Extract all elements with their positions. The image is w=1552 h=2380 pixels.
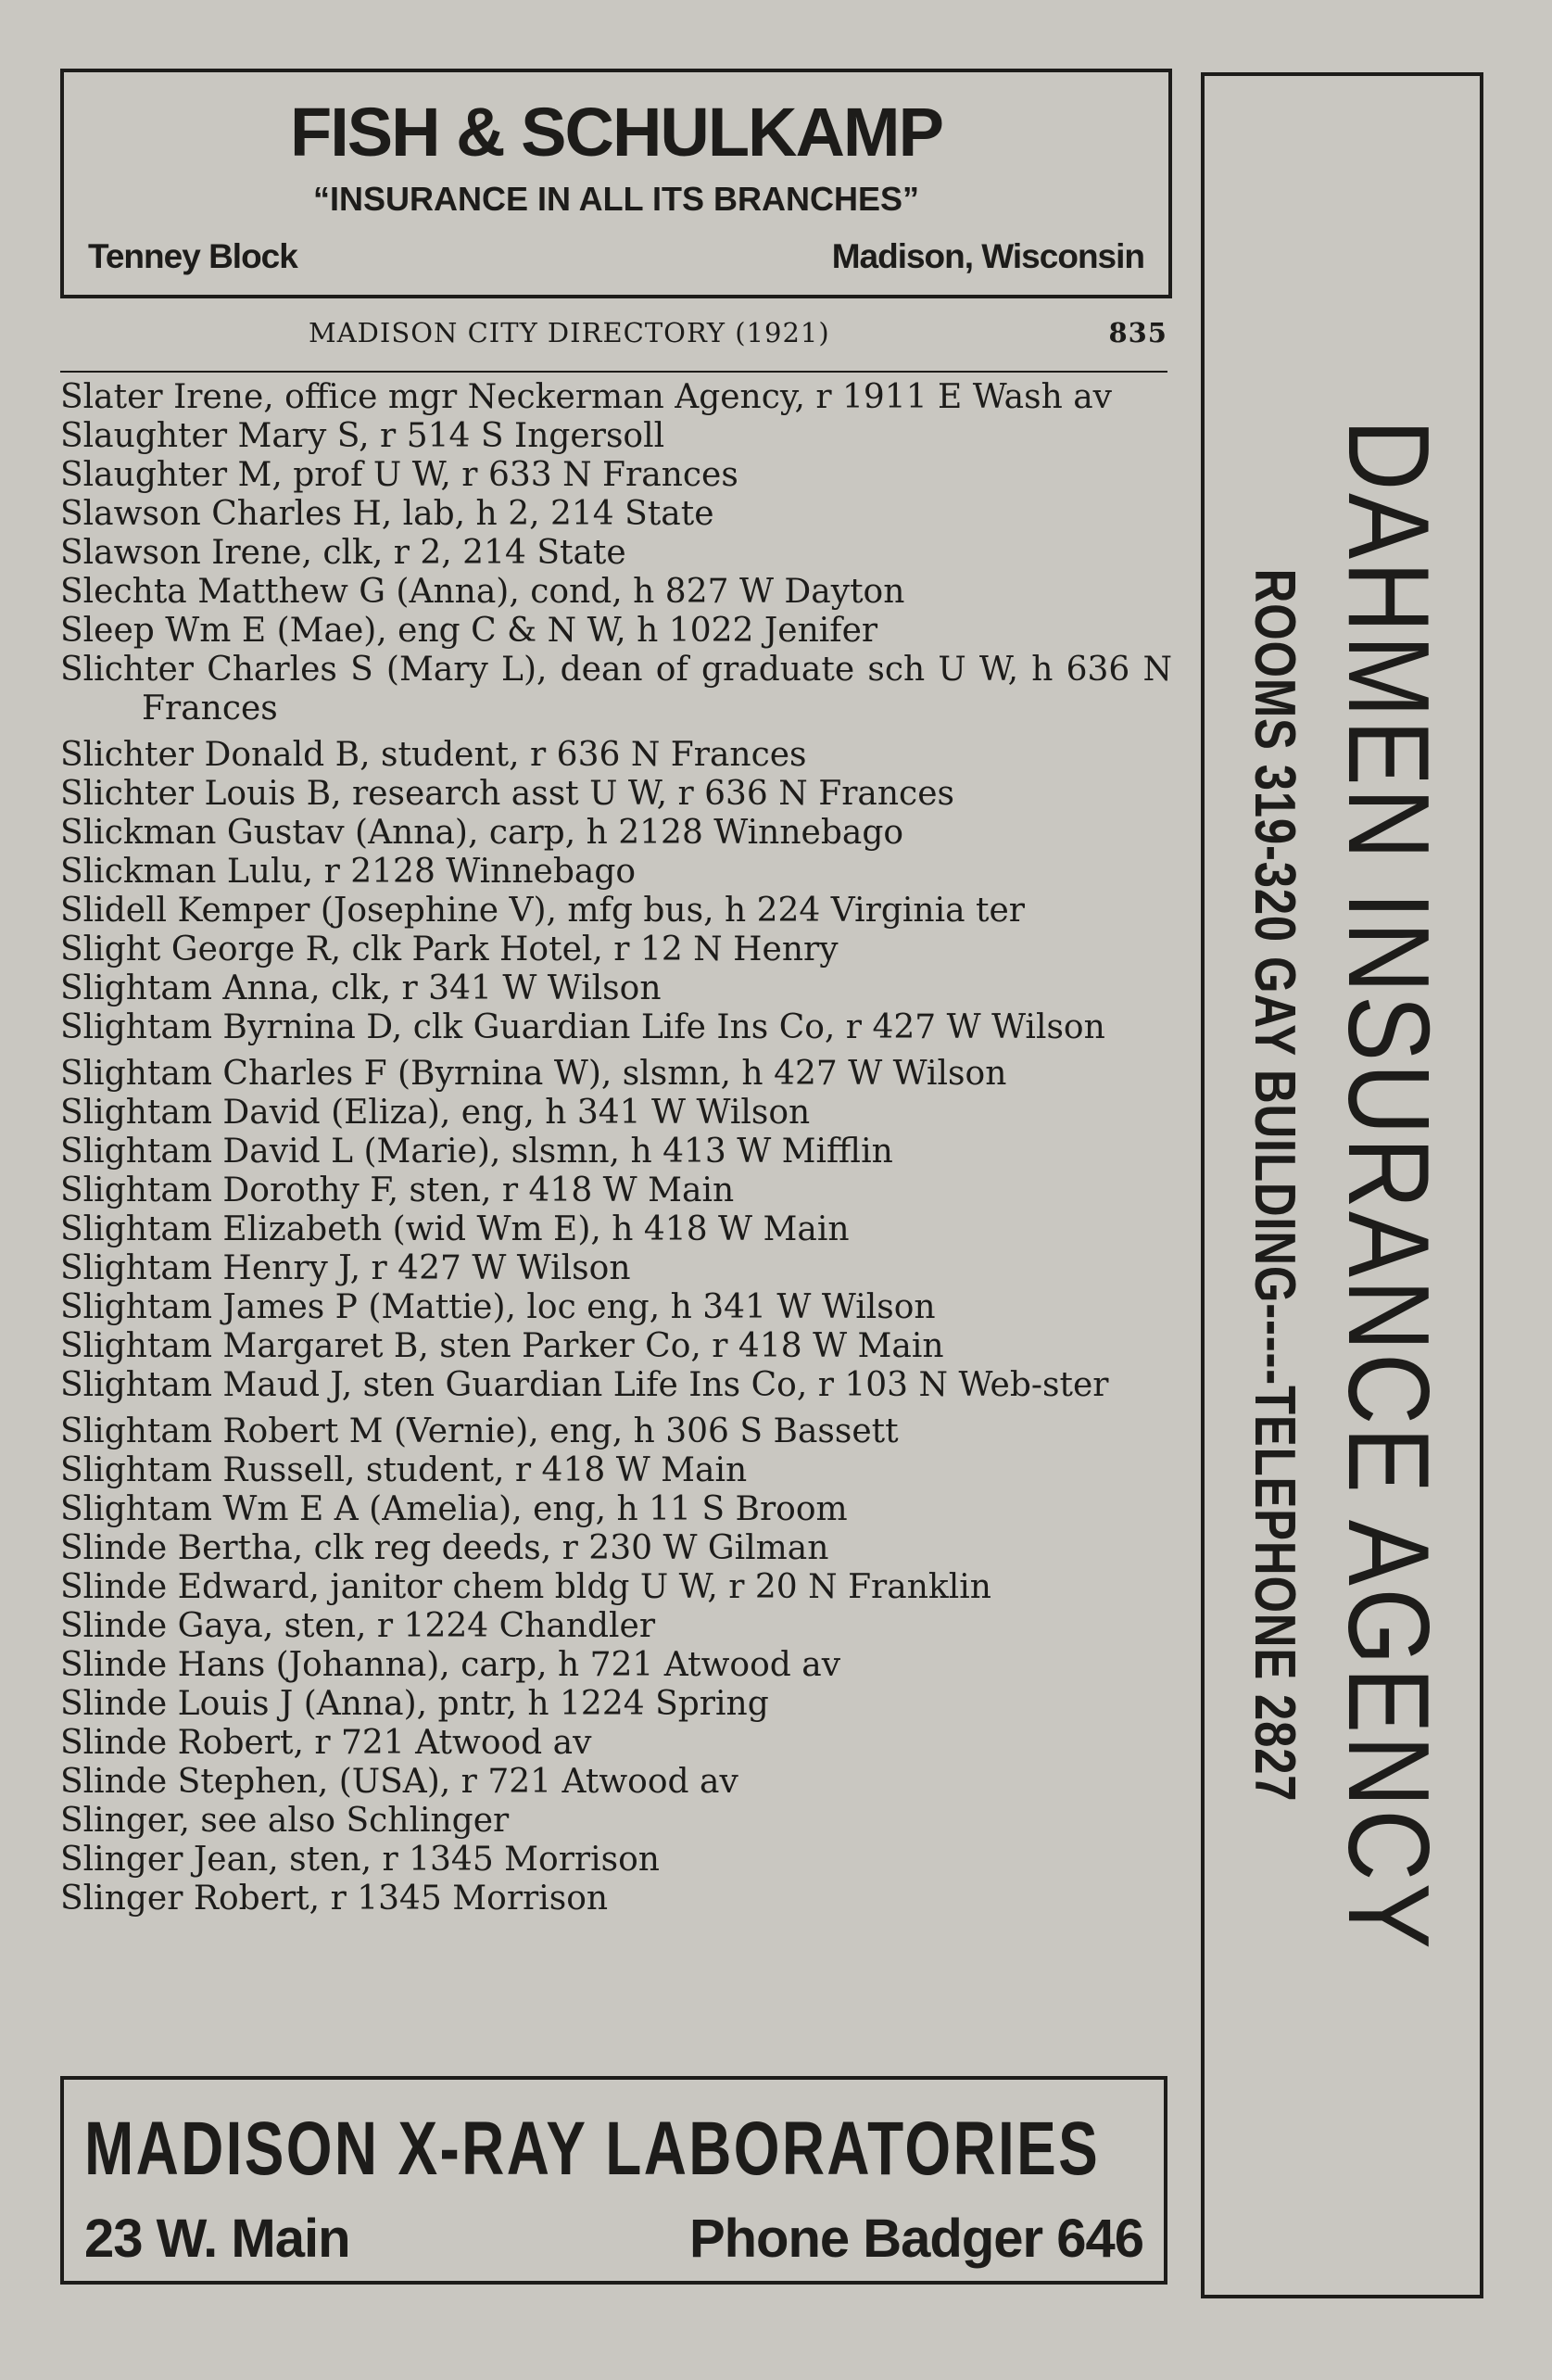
listing-entry: Slinde Robert, r 721 Atwood av	[60, 1724, 592, 1762]
listing-entry: Slightam Anna, clk, r 341 W Wilson	[60, 969, 662, 1007]
listing-entry: Slightam Russell, student, r 418 W Main	[60, 1451, 748, 1489]
listing-entry: Sleep Wm E (Mae), eng C & N W, h 1022 Jenifer	[60, 612, 878, 650]
listing-entry: Slater Irene, office mgr Neckerman Agency, r 1911 E Wash av	[60, 378, 1113, 416]
advertiser-slogan: “INSURANCE IN ALL ITS BRANCHES”	[312, 180, 920, 218]
listing-entry: Slight George R, clk Park Hotel, r 12 N Henry	[60, 930, 839, 968]
dahmen-insurance-advertisement	[1201, 72, 1483, 2298]
listing-entry: Slichter Charles S (Mary L), dean of graduate sch U W, h 636 N Frances	[60, 651, 1172, 728]
listing-entry: Slickman Lulu, r 2128 Winnebago	[60, 853, 637, 891]
listing-entry: Slickman Gustav (Anna), carp, h 2128 Winnebago	[60, 814, 904, 852]
listing-entry: Slightam Margaret B, sten Parker Co, r 418 W Main	[60, 1327, 944, 1365]
listing-entry: Slinger Jean, sten, r 1345 Morrison	[60, 1841, 660, 1879]
listing-entry: Slinde Bertha, clk reg deeds, r 230 W Gilman	[60, 1529, 829, 1567]
listing-entry: Slightam Henry J, r 427 W Wilson	[60, 1249, 631, 1287]
directory-listing	[60, 378, 1172, 1918]
laboratory-phone: Phone Badger 646	[688, 2209, 1143, 2269]
listing-entry: Slaughter M, prof U W, r 633 N Frances	[60, 456, 738, 494]
listing-entry: Slawson Charles H, lab, h 2, 214 State	[60, 495, 714, 533]
page-number: 835	[1108, 317, 1167, 348]
listing-entry: Slinde Edward, janitor chem bldg U W, r 20 N Franklin	[60, 1568, 991, 1606]
running-header	[60, 315, 1167, 373]
listing-entry: Slightam Byrnina D, clk Guardian Life Ins Co, r 427 W Wilson	[60, 1008, 1105, 1046]
listing-entry: Slawson Irene, clk, r 2, 214 State	[60, 534, 626, 572]
advertiser-building: Tenney Block	[88, 237, 297, 275]
listing-entry: Slidell Kemper (Josephine V), mfg bus, h 224 Virginia ter	[60, 892, 1025, 930]
advertiser-city: Madison, Wisconsin	[831, 237, 1144, 275]
listing-entry: Slightam Charles F (Byrnina W), slsmn, h 427 W Wilson	[60, 1055, 1007, 1093]
listing-entry: Slightam Dorothy F, sten, r 418 W Main	[60, 1171, 735, 1209]
listing-entry: Slightam Elizabeth (wid Wm E), h 418 W Main	[60, 1210, 850, 1248]
laboratory-address: 23 W. Main	[84, 2209, 350, 2269]
listing-entry: Slinger Robert, r 1345 Morrison	[60, 1880, 609, 1918]
agency-details: ROOMS 319-320 GAY BUILDING-----TELEPHONE 2827	[1242, 568, 1306, 1803]
listing-entry: Slaughter Mary S, r 514 S Ingersoll	[60, 417, 665, 455]
directory-title: MADISON CITY DIRECTORY (1921)	[309, 317, 830, 348]
listing-entry: Slightam Wm E A (Amelia), eng, h 11 S Broom	[60, 1490, 848, 1528]
listing-entry: Slightam James P (Mattie), loc eng, h 341 W Wilson	[60, 1288, 936, 1326]
listing-entry: Slichter Donald B, student, r 636 N Frances	[60, 736, 807, 774]
listing-entry: Slinde Stephen, (USA), r 721 Atwood av	[60, 1763, 738, 1801]
listing-entry: Slinde Hans (Johanna), carp, h 721 Atwood av	[60, 1646, 841, 1684]
listing-entry: Slinde Gaya, sten, r 1224 Chandler	[60, 1607, 656, 1645]
listing-entry: Slightam David (Eliza), eng, h 341 W Wilson	[60, 1094, 811, 1132]
fish-schulkamp-advertisement	[60, 69, 1172, 298]
agency-name: DAHMEN INSURANCE AGENCY	[1323, 419, 1452, 1952]
xray-laboratories-advertisement	[60, 2076, 1167, 2285]
listing-entry: Slichter Louis B, research asst U W, r 636 N Frances	[60, 775, 954, 813]
rotated-ad-content	[1213, 92, 1472, 2279]
listing-entry: Slechta Matthew G (Anna), cond, h 827 W Dayton	[60, 573, 905, 611]
listing-entry: Slightam David L (Marie), slsmn, h 413 W Mifflin	[60, 1133, 893, 1171]
listing-entry: Slightam Robert M (Vernie), eng, h 306 S Bassett	[60, 1412, 899, 1450]
listing-entry: Slinde Louis J (Anna), pntr, h 1224 Spring	[60, 1685, 769, 1723]
listing-entry: Slinger, see also Schlinger	[60, 1802, 510, 1840]
laboratory-name: MADISON X-RAY LABORATORIES	[84, 2107, 1101, 2191]
advertiser-name: FISH & SCHULKAMP	[290, 94, 942, 171]
listing-entry: Slightam Maud J, sten Guardian Life Ins Co, r 103 N Web-ster	[60, 1366, 1109, 1404]
